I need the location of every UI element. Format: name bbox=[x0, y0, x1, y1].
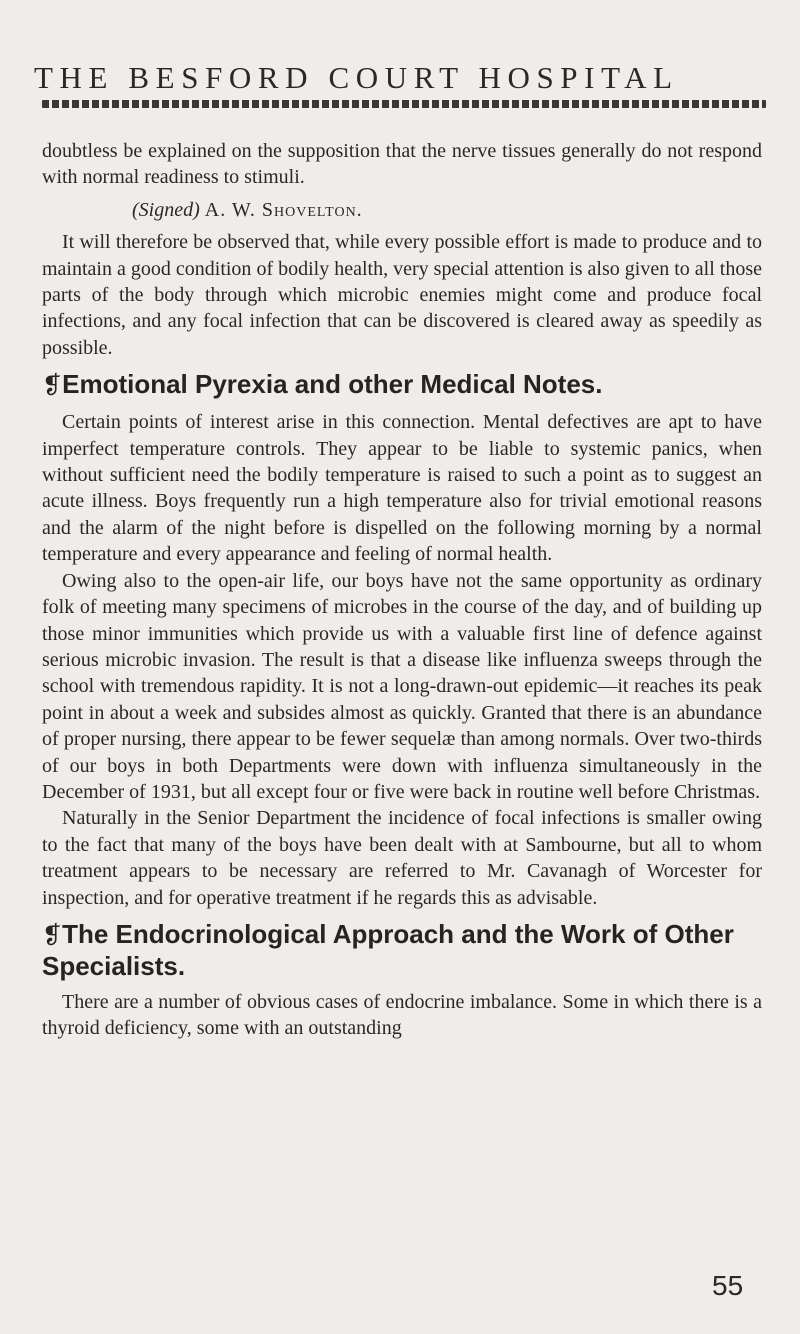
section-heading-text: The Endocrinological Approach and the Work of Other Specialists. bbox=[42, 918, 734, 981]
paragraph: Owing also to the open-air life, our boys have not the same opportunity as ordinary folk of meeting many specimens of microbes in the course of the day, and of building up those minor immunities which provide us with a valuable first line of defence against serious microbic invasion. The result is that a disease like influenza sweeps through the school with tremendous rapidity. It is not a long-drawn-out epidemic—it reaches its peak point in about a week and subsides almost as quickly. Granted that there is an abundance of proper nursing, there appear to be fewer sequelæ than among normals. Over two-thirds of our boys in both Departments were down with influenza simultaneously in the December of 1931, but all except four or five were back in routine well before Christmas. bbox=[42, 569, 762, 803]
paragraph: Certain points of interest arise in this connection. Mental defectives are apt to have imperfect temperature controls. They appear to be liable to systemic panics, when without sufficient need the bodily temperature is raised to such a point as to suggest an acute illness. Boys frequently run a high temperature also for trivial emotional reasons and the alarm of the night before is dispelled on the following morning by a normal temperature and every appearance and feeling of normal health. bbox=[42, 411, 762, 566]
paragraph: Naturally in the Senior Department the incidence of focal infections is smaller owing to the fact that many of the boys have been dealt with at Sambourne, but all to whom treatment appears to be necessary are referred to Mr. Cavanagh of Worcester for inspection, and for operative treatment if he regards this as advisable. bbox=[42, 807, 762, 909]
paragraph: There are a number of obvious cases of endocrine imbalance. Some in which there is a thyroid deficiency, some with an outstanding bbox=[42, 990, 762, 1040]
decorative-rule bbox=[42, 100, 766, 108]
paragraph: It will therefore be observed that, while every possible effort is made to produce and to maintain a good condition of bodily health, very special attention is also given to all those parts of the body through which microbic enemies might come and produce focal infections, and any focal infection that can be discovered is cleared away as speedily as possible. bbox=[42, 231, 762, 359]
section-heading bbox=[42, 919, 762, 981]
running-header: THE BESFORD COURT HOSPITAL bbox=[34, 60, 679, 95]
paragraph-continued: doubtless be explained on the supposition that the nerve tissues generally do not respond with normal readiness to stimuli. bbox=[42, 140, 762, 189]
signature-line bbox=[42, 197, 762, 223]
pilcrow-icon: ❡ bbox=[42, 373, 63, 400]
signatory-name: A. W. Shovelton. bbox=[204, 198, 363, 221]
pilcrow-icon: ❡ bbox=[42, 922, 63, 949]
signed-label: (Signed) bbox=[132, 198, 200, 221]
body-text bbox=[42, 138, 762, 1042]
section-heading-text: Emotional Pyrexia and other Medical Notes. bbox=[62, 369, 603, 400]
section-heading bbox=[42, 369, 762, 401]
page-number: 55 bbox=[712, 1270, 744, 1301]
